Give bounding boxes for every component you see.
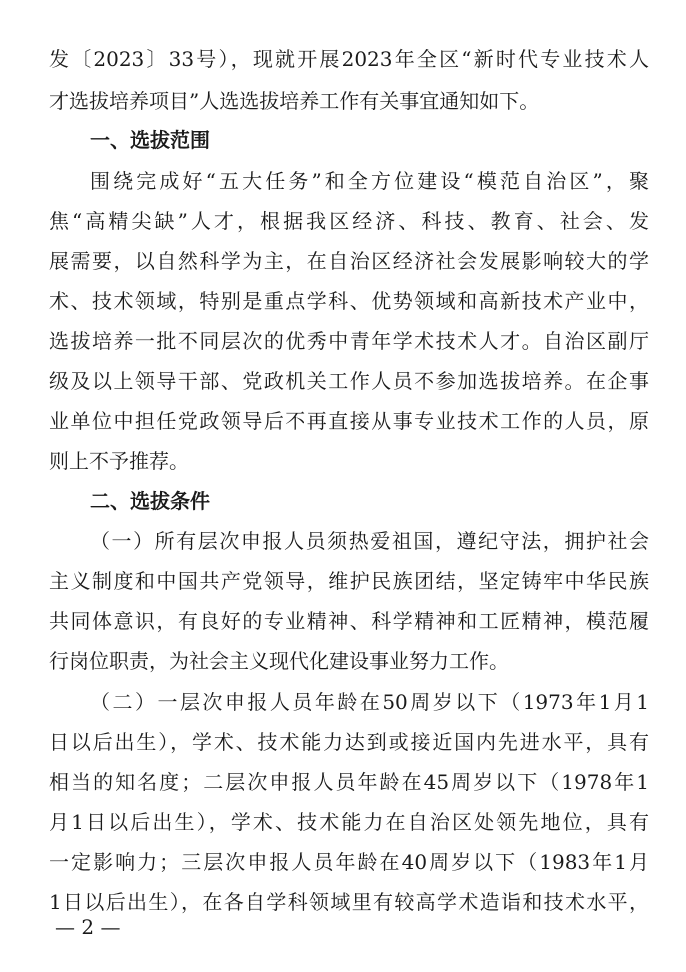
section-heading-selection-conditions: 二、选拔条件 [90, 489, 210, 513]
text-line-10: 业单位中担任党政领导后不再直接从事专业技术工作的人员，原 [49, 409, 649, 433]
section-heading-selection-scope: 一、选拔范围 [90, 128, 210, 152]
text-line-1: 发〔2023〕33号），现就开展2023年全区“新时代专业技术人 [49, 47, 649, 71]
text-line-18: 日以后出生），学术、技术能力达到或接近国内先进水平，具有 [49, 730, 649, 754]
text-line-14: 主义制度和中国共产党领导，维护民族团结，坚定铸牢中华民族 [49, 569, 649, 593]
text-line-22: 1日以后出生），在各自学科领域里有较高学术造诣和技术水平， [49, 890, 649, 914]
text-line-6: 展需要，以自然科学为主，在自治区经济社会发展影响较大的学 [49, 249, 649, 273]
text-line-5: 焦“高精尖缺”人才，根据我区经济、科技、教育、社会、发 [49, 209, 649, 233]
text-line-20: 月1日以后出生），学术、技术能力在自治区处领先地位，具有 [49, 810, 649, 834]
text-line-16: 行岗位职责，为社会主义现代化建设事业努力工作。 [49, 649, 509, 673]
text-line-8: 选拔培养一批不同层次的优秀中青年学术技术人才。自治区副厅 [49, 329, 649, 353]
text-line-11: 则上不予推荐。 [49, 449, 189, 473]
page-number: — 2 — [55, 915, 121, 939]
text-line-7: 术、技术领域，特别是重点学科、优势领域和高新技术产业中， [49, 289, 649, 313]
text-line-19: 相当的知名度；二层次申报人员年龄在45周岁以下（1978年1 [49, 770, 649, 794]
text-line-4: 围绕完成好“五大任务”和全方位建设“模范自治区”，聚 [90, 169, 649, 193]
text-line-13: （一）所有层次申报人员须热爱祖国，遵纪守法，拥护社会 [90, 529, 649, 553]
text-line-9: 级及以上领导干部、党政机关工作人员不参加选拔培养。在企事 [49, 369, 649, 393]
text-line-21: 一定影响力；三层次申报人员年龄在40周岁以下（1983年1月 [49, 850, 649, 874]
text-line-17: （二）一层次申报人员年龄在50周岁以下（1973年1月1 [90, 690, 649, 714]
text-line-15: 共同体意识，有良好的专业精神、科学精神和工匠精神，模范履 [49, 609, 649, 633]
text-line-2: 才选拔培养项目”人选选拔培养工作有关事宜通知如下。 [49, 89, 540, 113]
